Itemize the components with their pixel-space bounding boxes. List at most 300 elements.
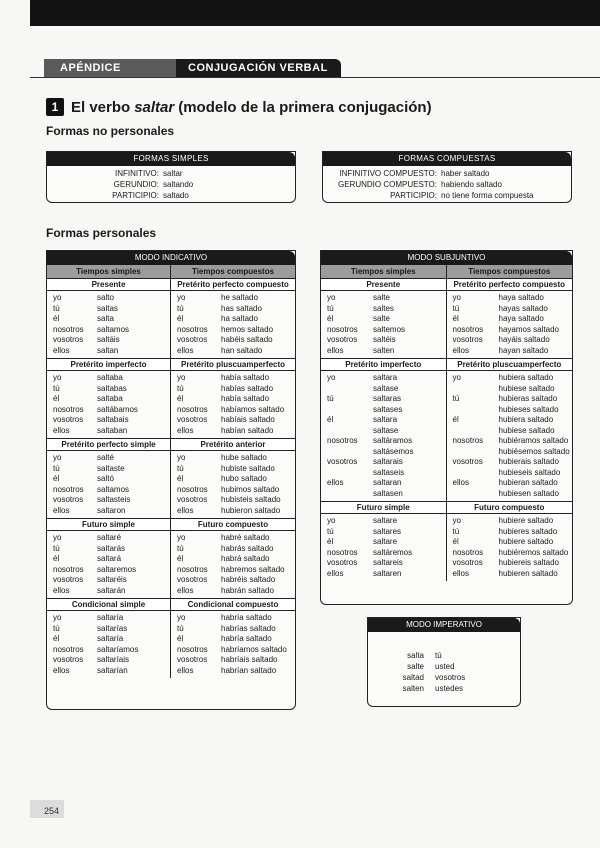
tense-block (47, 278, 295, 358)
conjugation-row (171, 474, 295, 485)
pronoun: ellos (177, 505, 194, 515)
verb-form: saltases (373, 404, 403, 414)
compound-tense (171, 598, 295, 678)
conjugation-row (321, 558, 446, 569)
conjugation-row (447, 325, 573, 336)
conjugation-rows (321, 514, 446, 581)
pronoun: vosotros (177, 335, 208, 344)
formas-simples-title: FORMAS SIMPLES (47, 152, 295, 166)
section-number: 1 (46, 98, 64, 116)
verb-form: saltará (97, 554, 122, 563)
tense-heading: Futuro compuesto (447, 501, 573, 514)
pronoun: tú (452, 303, 460, 313)
verb-form: saltemos (373, 324, 406, 334)
pronoun: yo (452, 373, 461, 382)
personales-heading: Formas personales (46, 226, 157, 240)
conjugation-rows (47, 291, 170, 358)
imperative-row (368, 672, 520, 683)
pronoun (447, 489, 499, 500)
conjugation-row (171, 325, 295, 336)
pronoun: nosotros (177, 404, 208, 414)
verb-form: hubieres saltado (498, 526, 558, 536)
conjugation-row (321, 537, 446, 548)
pronoun: vosotros (177, 575, 208, 584)
verb-form: hubieran saltado (498, 478, 558, 487)
verb-form: hubiereis saltado (498, 558, 559, 567)
verb-form: saltare (373, 516, 398, 525)
formas-compuestas-title: FORMAS COMPUESTAS (323, 152, 571, 166)
conjugation-rows (171, 451, 295, 518)
verb-form: saltarán (97, 585, 126, 595)
conjugation-row (47, 666, 170, 677)
verb-form: saltaras (373, 394, 402, 403)
verb-form: saltaría (97, 613, 124, 622)
conjugation-row (171, 426, 295, 437)
conjugation-row (321, 457, 446, 468)
pronoun: tú (53, 623, 60, 633)
tense-block (321, 358, 572, 501)
conjugation-row (171, 645, 295, 656)
pronoun: él (53, 314, 60, 323)
conjugation-row (171, 373, 295, 384)
conjugation-row (47, 453, 170, 464)
pronoun: vosotros (452, 335, 483, 344)
verb-form: hubo saltado (221, 474, 267, 483)
pronoun: yo (452, 516, 461, 525)
section-tab: CONJUGACIÓN VERBAL (176, 59, 341, 77)
pronoun: él (53, 634, 60, 643)
modo-subjuntivo-table (320, 250, 573, 605)
pronoun: ellos (53, 585, 70, 595)
verb-form: habrá saltado (221, 554, 270, 563)
modo-indicativo-title: MODO INDICATIVO (47, 251, 295, 265)
conjugation-row (47, 464, 170, 475)
form-row (323, 179, 571, 190)
verb-form: hubieras saltado (498, 394, 558, 403)
verb-form: saltarían (97, 665, 128, 675)
pronoun: vosotros (452, 558, 483, 567)
verb-form: saltarás (97, 543, 126, 553)
verb-form: saltaban (97, 425, 128, 435)
conjugation-row (171, 586, 295, 597)
verb-form: hubiste saltado (221, 463, 275, 473)
verb-form: salta (97, 314, 114, 323)
verb-form: hubierais saltado (498, 457, 559, 466)
modo-imperativo-title: MODO IMPERATIVO (368, 618, 520, 632)
form-value: habiendo saltado (441, 180, 502, 189)
simple-tense (321, 501, 447, 581)
conjugation-row (47, 554, 170, 565)
conjugation-row (447, 569, 573, 580)
conjugation-row (171, 335, 295, 346)
tense-block (321, 501, 572, 581)
pronoun: ellos (452, 478, 469, 487)
verb-form: saltaremos (97, 564, 137, 574)
conjugation-row (171, 304, 295, 315)
tense-block (47, 438, 295, 518)
conjugation-row (171, 384, 295, 395)
tense-heading: Presente (321, 278, 446, 291)
conjugation-row (47, 394, 170, 405)
pronoun: nosotros (53, 484, 84, 494)
verb-form: habías saltado (221, 383, 274, 393)
conjugation-row (47, 384, 170, 395)
verb-form: saltó (97, 474, 114, 483)
pronoun: tú (177, 303, 184, 313)
tense-heading: Presente (47, 278, 170, 291)
form-label: GERUNDIO COMPUESTO: (338, 180, 437, 189)
conjugation-row (47, 485, 170, 496)
pronoun: yo (53, 373, 62, 382)
verb-form: ha saltado (221, 314, 258, 323)
subjuntivo-col-compuestos: Tiempos compuestos (447, 265, 573, 278)
pronoun: vosotros (177, 655, 208, 664)
conjugation-row (171, 634, 295, 645)
conjugation-row (171, 533, 295, 544)
pronoun: él (327, 314, 334, 323)
pronoun: yo (177, 533, 186, 542)
form-row (47, 179, 295, 190)
conjugation-row (47, 405, 170, 416)
pronoun: nosotros (177, 564, 208, 574)
verb-form: habréis saltado (221, 575, 276, 584)
pronoun: él (452, 314, 459, 323)
pronoun: ellos (177, 345, 194, 355)
compound-tense (171, 278, 295, 358)
pronoun: él (327, 415, 334, 424)
verb-form: saltaba (97, 394, 123, 403)
conjugation-row (447, 436, 573, 447)
pronoun (447, 426, 499, 437)
pronoun: yo (177, 373, 186, 382)
pronoun: yo (177, 453, 186, 462)
conjugation-row (47, 624, 170, 635)
formas-compuestas-box (322, 151, 572, 203)
conjugation-row (171, 506, 295, 517)
verb-form: saltáis (97, 335, 120, 344)
page-number: 254 (44, 806, 60, 816)
pronoun: nosotros (452, 547, 484, 557)
verb-form: habrían saltado (221, 665, 277, 675)
conjugation-row (447, 457, 573, 468)
conjugation-row (171, 666, 295, 677)
verb-form: saltaríamos (97, 644, 139, 654)
verb-form: saltarais (373, 457, 403, 466)
verb-form: saltabais (97, 415, 129, 424)
pronoun: él (177, 394, 184, 403)
verb-form: habré saltado (221, 533, 270, 542)
tense-heading: Pretérito pluscuamperfecto (447, 358, 573, 371)
pronoun (321, 384, 373, 395)
indicativo-col-compuestos: Tiempos compuestos (171, 265, 295, 278)
pronoun: tú (177, 383, 184, 393)
verb-form: habíamos saltado (221, 404, 285, 414)
conjugation-row (171, 346, 295, 357)
conjugation-rows (171, 611, 295, 678)
pronoun: ellos (177, 425, 194, 435)
verb-form: saltaseis (373, 467, 405, 477)
formas-simples-box (46, 151, 296, 203)
tense-block (47, 518, 295, 598)
pronoun: nosotros (327, 436, 358, 445)
verb-form: habían saltado (221, 425, 274, 435)
verb-form: hubiesen saltado (498, 488, 559, 498)
form-row (323, 168, 571, 179)
conjugation-row (171, 544, 295, 555)
pronoun (321, 405, 373, 416)
pronoun: ellos (177, 585, 194, 595)
pronoun (321, 489, 373, 500)
imperative-pronoun: usted (435, 662, 455, 671)
indicativo-blocks (47, 278, 295, 678)
imperative-pronoun: tú (435, 651, 442, 660)
conjugation-row (321, 346, 446, 357)
imperative-pronoun: ustedes (435, 684, 464, 693)
tense-heading: Pretérito perfecto compuesto (171, 278, 295, 291)
conjugation-row (321, 569, 446, 580)
conjugation-row (447, 314, 573, 325)
form-label: GERUNDIO: (113, 180, 159, 189)
pronoun: ellos (53, 425, 70, 435)
verb-form: haya saltado (498, 314, 544, 323)
conjugation-row (447, 489, 573, 500)
verb-form: saltaba (97, 373, 123, 382)
verb-form: saltase (373, 425, 399, 435)
pronoun: ellos (53, 665, 70, 675)
pronoun: ellos (53, 505, 70, 515)
tense-heading: Condicional simple (47, 598, 170, 611)
verb-form: habíais saltado (221, 415, 275, 424)
verb-form: saltásemos (373, 446, 414, 456)
conjugation-row (447, 426, 573, 437)
pronoun: yo (53, 293, 62, 302)
tense-heading: Futuro simple (321, 501, 446, 514)
header-rule (30, 77, 600, 78)
conjugation-row (321, 304, 446, 315)
conjugation-row (47, 314, 170, 325)
conjugation-row (171, 613, 295, 624)
imperative-row (368, 683, 520, 694)
form-value: no tiene forma compuesta (441, 191, 534, 200)
no-personales-heading: Formas no personales (46, 124, 175, 138)
section-tabs (44, 59, 341, 77)
compound-tense (171, 438, 295, 518)
conjugation-row (321, 325, 446, 336)
conjugation-rows (47, 611, 170, 678)
conjugation-row (47, 495, 170, 506)
conjugation-row (321, 548, 446, 559)
pronoun: vosotros (327, 457, 358, 466)
conjugation-rows (447, 514, 573, 581)
modo-indicativo-table (46, 250, 296, 710)
pronoun: yo (327, 516, 336, 525)
appendix-tab: APÉNDICE (44, 59, 176, 77)
verb-form: he saltado (221, 293, 258, 302)
simple-tense (47, 438, 171, 518)
pronoun: ellos (327, 345, 344, 355)
conjugation-row (171, 554, 295, 565)
verb-form: han saltado (221, 345, 263, 355)
conjugation-rows (447, 371, 573, 501)
conjugation-row (447, 293, 573, 304)
top-black-bar (30, 0, 600, 26)
pronoun (321, 447, 373, 458)
pronoun: tú (177, 463, 184, 473)
verb-form: saltas (97, 303, 118, 313)
verb-form: hubisteis saltado (221, 495, 281, 504)
conjugation-row (47, 575, 170, 586)
verb-form: hayamos saltado (498, 324, 559, 334)
verb-form: saltamos (97, 324, 130, 334)
form-value: saltando (163, 180, 194, 189)
verb-form: hubiere saltado (498, 537, 554, 546)
pronoun (321, 426, 373, 437)
pronoun: nosotros (53, 564, 84, 574)
form-row (47, 190, 295, 201)
conjugation-row (321, 394, 446, 405)
conjugation-row (171, 485, 295, 496)
pronoun: tú (53, 383, 60, 393)
imperative-row (368, 661, 520, 672)
pronoun: ellos (177, 665, 194, 675)
pronoun (447, 447, 499, 458)
conjugation-rows (47, 451, 170, 518)
verb-form: hubieses saltado (498, 404, 559, 414)
conjugation-rows (171, 291, 295, 358)
modo-imperativo-table (367, 617, 521, 707)
pronoun: vosotros (53, 495, 84, 504)
imperative-row (368, 650, 520, 661)
conjugation-row (171, 453, 295, 464)
verb-form: haya saltado (498, 293, 544, 302)
conjugation-rows (321, 371, 446, 501)
conjugation-row (321, 436, 446, 447)
pronoun: vosotros (327, 558, 358, 567)
simple-tense (47, 598, 171, 678)
indicativo-col-simples: Tiempos simples (47, 265, 171, 278)
conjugation-row (321, 489, 446, 500)
pronoun: ellos (327, 478, 344, 487)
title-prefix: El verbo (71, 98, 131, 116)
verb-form: habrán saltado (221, 585, 274, 595)
pronoun: nosotros (53, 644, 84, 654)
conjugation-row (321, 447, 446, 458)
conjugation-row (47, 565, 170, 576)
conjugation-rows (171, 531, 295, 598)
simple-tense (47, 278, 171, 358)
pronoun: yo (327, 373, 336, 382)
pronoun: él (177, 554, 184, 563)
compound-tense (447, 358, 573, 501)
conjugation-row (47, 426, 170, 437)
imperative-form: saltad (402, 673, 424, 682)
pronoun: vosotros (53, 415, 84, 424)
tense-block (47, 358, 295, 438)
verb-form: salte (373, 293, 390, 302)
pronoun: vosotros (327, 335, 358, 344)
conjugation-row (321, 314, 446, 325)
conjugation-row (447, 537, 573, 548)
pronoun: tú (452, 394, 460, 403)
verb-form: saltasen (373, 488, 403, 498)
tense-heading: Pretérito perfecto compuesto (447, 278, 573, 291)
verb-form: hubimos saltado (221, 484, 280, 494)
pronoun: yo (177, 613, 186, 622)
verb-form: hayas saltado (498, 303, 548, 313)
conjugation-rows (321, 291, 446, 358)
title-suffix: (modelo de la primera conjugación) (178, 98, 432, 116)
conjugation-row (447, 384, 573, 395)
conjugation-row (171, 464, 295, 475)
conjugation-row (47, 474, 170, 485)
conjugation-row (47, 415, 170, 426)
verb-form: salte (373, 314, 390, 323)
conjugation-row (321, 516, 446, 527)
form-value: saltar (163, 169, 183, 178)
conjugation-row (171, 293, 295, 304)
simple-tense (321, 358, 447, 501)
pronoun: él (177, 314, 184, 323)
verb-form: saltabas (97, 383, 127, 393)
tense-heading: Pretérito anterior (171, 438, 295, 451)
conjugation-row (47, 346, 170, 357)
conjugation-row (321, 468, 446, 479)
pronoun: vosotros (177, 415, 208, 424)
simple-tense (47, 358, 171, 438)
compound-tense (447, 278, 573, 358)
subjuntivo-col-simples: Tiempos simples (321, 265, 447, 278)
tense-heading: Futuro simple (47, 518, 170, 531)
conjugation-row (171, 655, 295, 666)
pronoun: él (53, 394, 60, 403)
verb-form: hubieseis saltado (498, 467, 561, 477)
verb-form: saltaría (97, 634, 124, 643)
pronoun: nosotros (53, 404, 84, 414)
compound-tense (171, 518, 295, 598)
conjugation-row (321, 405, 446, 416)
verb-form: había saltado (221, 373, 270, 382)
pronoun: nosotros (177, 644, 208, 654)
pronoun: él (327, 537, 334, 546)
pronoun (321, 468, 373, 479)
conjugation-row (171, 624, 295, 635)
pronoun: tú (327, 303, 334, 313)
verb-form: hubieron saltado (221, 505, 281, 515)
verb-form: saltarías (97, 623, 128, 633)
conjugation-row (47, 304, 170, 315)
conjugation-row (47, 634, 170, 645)
verb-form: saltareis (373, 558, 403, 567)
pronoun: vosotros (177, 495, 208, 504)
conjugation-row (171, 314, 295, 325)
pronoun (447, 405, 499, 416)
form-value: haber saltado (441, 169, 490, 178)
form-label: INFINITIVO COMPUESTO: (339, 169, 437, 178)
verb-form: habremos saltado (221, 564, 285, 574)
tense-block (321, 278, 572, 358)
conjugation-row (47, 325, 170, 336)
pronoun: nosotros (327, 324, 358, 334)
pronoun: yo (53, 533, 62, 542)
pronoun: ellos (53, 345, 70, 355)
pronoun: yo (53, 613, 62, 622)
conjugation-row (321, 527, 446, 538)
verb-form: salto (97, 293, 114, 302)
pronoun: tú (452, 526, 460, 536)
conjugation-row (321, 384, 446, 395)
verb-form: habría saltado (221, 613, 272, 622)
simple-tense (47, 518, 171, 598)
